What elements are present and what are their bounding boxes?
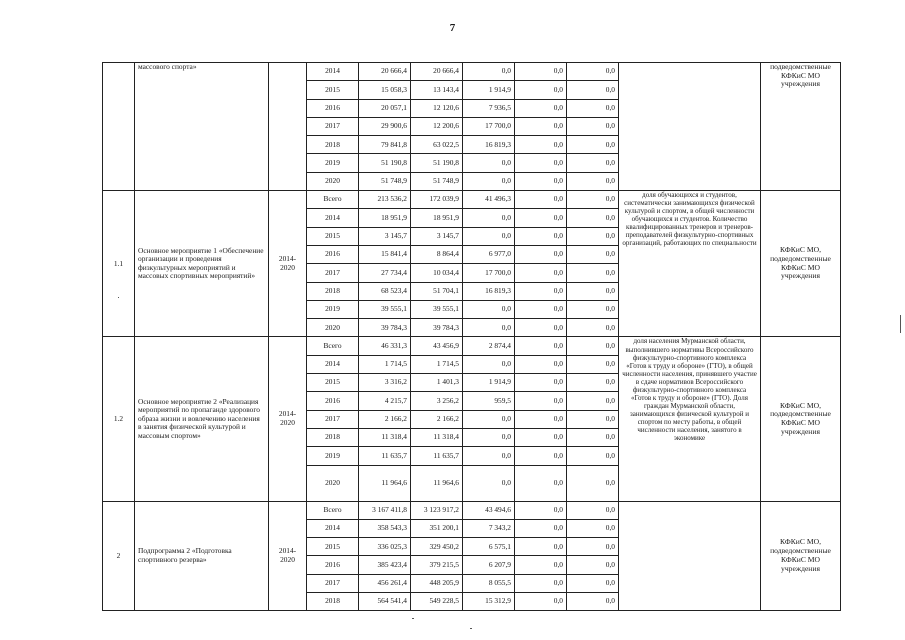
year-cell: 2014 xyxy=(307,63,359,81)
regional-budget-cell: 172 039,9 xyxy=(411,191,463,209)
year-cell: 2016 xyxy=(307,245,359,263)
indicator-cell: доля населения Мурманской области, выполнившего нормативы Всероссийского физкультурно-спортивного комплекса «Готов к труду и обороне» (ГТО), в общей численности населения, принявшего участие в сдаче нормативов Всероссийского физкультурно-спортивного комплекса «Готов к труду и обороне» (ГТО). Доля граждан Мурманской области, занимающихся физической культурой и спортом по месту работы, в общей численности населения, занятого в экономике xyxy=(619,337,761,501)
federal-budget-cell: 0,0 xyxy=(463,300,515,318)
other-sources-cell: 0,0 xyxy=(567,337,619,355)
local-budget-cell: 0,0 xyxy=(515,300,567,318)
period-cell xyxy=(269,63,307,191)
total-cell: 15 841,4 xyxy=(359,245,411,263)
federal-budget-cell: 0,0 xyxy=(463,319,515,337)
funding-table xyxy=(102,62,841,611)
local-budget-cell: 0,0 xyxy=(515,99,567,117)
total-cell: 20 666,4 xyxy=(359,63,411,81)
federal-budget-cell: 1 914,9 xyxy=(463,81,515,99)
local-budget-cell: 0,0 xyxy=(515,63,567,81)
federal-budget-cell: 1 914,9 xyxy=(463,374,515,392)
federal-budget-cell: 16 819,3 xyxy=(463,136,515,154)
year-cell: 2016 xyxy=(307,392,359,410)
federal-budget-cell: 17 700,0 xyxy=(463,264,515,282)
regional-budget-cell: 1 401,3 xyxy=(411,374,463,392)
year-cell: 2016 xyxy=(307,99,359,117)
federal-budget-cell: 41 496,3 xyxy=(463,191,515,209)
federal-budget-cell: 959,5 xyxy=(463,392,515,410)
federal-budget-cell: 6 207,9 xyxy=(463,556,515,574)
regional-budget-cell: 448 205,9 xyxy=(411,574,463,592)
table-row xyxy=(103,191,841,209)
local-budget-cell: 0,0 xyxy=(515,154,567,172)
other-sources-cell: 0,0 xyxy=(567,428,619,446)
year-cell: 2018 xyxy=(307,593,359,611)
federal-budget-cell: 0,0 xyxy=(463,447,515,465)
local-budget-cell: 0,0 xyxy=(515,264,567,282)
total-cell: 29 900,6 xyxy=(359,117,411,135)
other-sources-cell: 0,0 xyxy=(567,264,619,282)
year-cell: 2019 xyxy=(307,447,359,465)
other-sources-cell: 0,0 xyxy=(567,355,619,373)
regional-budget-cell: 12 120,6 xyxy=(411,99,463,117)
other-sources-cell: 0,0 xyxy=(567,245,619,263)
regional-budget-cell: 3 145,7 xyxy=(411,227,463,245)
federal-budget-cell: 17 700,0 xyxy=(463,117,515,135)
federal-budget-cell: 0,0 xyxy=(463,428,515,446)
measure-name-cell: Основное мероприятие 1 «Обеспечение организации и проведения физкультурных мероприятий и массовых спортивных мероприятий» xyxy=(135,191,269,337)
total-cell: 27 734,4 xyxy=(359,264,411,282)
federal-budget-cell: 0,0 xyxy=(463,410,515,428)
table-row xyxy=(103,63,841,81)
other-sources-cell: 0,0 xyxy=(567,191,619,209)
regional-budget-cell: 43 456,9 xyxy=(411,337,463,355)
local-budget-cell: 0,0 xyxy=(515,538,567,556)
other-sources-cell: 0,0 xyxy=(567,117,619,135)
other-sources-cell: 0,0 xyxy=(567,319,619,337)
regional-budget-cell: 12 200,6 xyxy=(411,117,463,135)
local-budget-cell: 0,0 xyxy=(515,392,567,410)
total-cell: 3 145,7 xyxy=(359,227,411,245)
total-cell: 11 964,6 xyxy=(359,465,411,501)
local-budget-cell: 0,0 xyxy=(515,209,567,227)
local-budget-cell: 0,0 xyxy=(515,447,567,465)
regional-budget-cell: 11 964,6 xyxy=(411,465,463,501)
funding-table-body xyxy=(103,63,841,611)
year-cell: 2018 xyxy=(307,282,359,300)
regional-budget-cell: 20 666,4 xyxy=(411,63,463,81)
regional-budget-cell: 51 704,1 xyxy=(411,282,463,300)
total-cell: 3 316,2 xyxy=(359,374,411,392)
total-cell: 358 543,3 xyxy=(359,519,411,537)
regional-budget-cell: 10 034,4 xyxy=(411,264,463,282)
year-cell: 2015 xyxy=(307,538,359,556)
federal-budget-cell: 0,0 xyxy=(463,209,515,227)
other-sources-cell: 0,0 xyxy=(567,172,619,190)
year-cell: 2017 xyxy=(307,117,359,135)
regional-budget-cell: 11 635,7 xyxy=(411,447,463,465)
regional-budget-cell: 51 748,9 xyxy=(411,172,463,190)
other-sources-cell: 0,0 xyxy=(567,519,619,537)
responsible-cell: КФКиС МО, подведомственные КФКиС МО учреждения xyxy=(761,191,841,337)
regional-budget-cell: 3 256,2 xyxy=(411,392,463,410)
local-budget-cell: 0,0 xyxy=(515,428,567,446)
federal-budget-cell: 15 312,9 xyxy=(463,593,515,611)
local-budget-cell: 0,0 xyxy=(515,282,567,300)
year-cell: 2018 xyxy=(307,136,359,154)
federal-budget-cell: 0,0 xyxy=(463,227,515,245)
local-budget-cell: 0,0 xyxy=(515,227,567,245)
federal-budget-cell: 6 575,1 xyxy=(463,538,515,556)
total-cell: 39 784,3 xyxy=(359,319,411,337)
other-sources-cell: 0,0 xyxy=(567,501,619,519)
other-sources-cell: 0,0 xyxy=(567,81,619,99)
indicator-cell xyxy=(619,501,761,611)
federal-budget-cell: 0,0 xyxy=(463,465,515,501)
total-cell: 336 025,3 xyxy=(359,538,411,556)
period-cell: 2014-2020 xyxy=(269,337,307,501)
regional-budget-cell: 329 450,2 xyxy=(411,538,463,556)
total-cell: 11 318,4 xyxy=(359,428,411,446)
measure-name-cell: Основное мероприятие 2 «Реализация мероприятий по пропаганде здорового образа жизни и вовлечению населения в занятия физической культурой и массовым спортом» xyxy=(135,337,269,501)
total-cell: 79 841,8 xyxy=(359,136,411,154)
total-cell: 18 951,9 xyxy=(359,209,411,227)
total-cell: 11 635,7 xyxy=(359,447,411,465)
local-budget-cell: 0,0 xyxy=(515,355,567,373)
other-sources-cell: 0,0 xyxy=(567,374,619,392)
regional-budget-cell: 11 318,4 xyxy=(411,428,463,446)
indicator-cell: доля обучающихся и студентов, систематически занимающихся физической культурой и спортом, в общей численности обучающихся и студентов. Количество квалифицированных тренеров и тренеров-преподавателей физкультурно-спортивных организаций, работающих по специальности xyxy=(619,191,761,337)
local-budget-cell: 0,0 xyxy=(515,593,567,611)
total-cell: 20 057,1 xyxy=(359,99,411,117)
regional-budget-cell: 351 200,1 xyxy=(411,519,463,537)
year-cell: 2019 xyxy=(307,300,359,318)
regional-budget-cell: 8 864,4 xyxy=(411,245,463,263)
local-budget-cell: 0,0 xyxy=(515,81,567,99)
other-sources-cell: 0,0 xyxy=(567,136,619,154)
page-number: 7 xyxy=(449,22,456,34)
year-cell: 2015 xyxy=(307,374,359,392)
regional-budget-cell: 549 228,5 xyxy=(411,593,463,611)
row-number-cell xyxy=(103,63,135,191)
federal-budget-cell: 0,0 xyxy=(463,154,515,172)
federal-budget-cell: 2 874,4 xyxy=(463,337,515,355)
year-cell: 2020 xyxy=(307,465,359,501)
total-cell: 2 166,2 xyxy=(359,410,411,428)
year-cell: 2018 xyxy=(307,428,359,446)
other-sources-cell: 0,0 xyxy=(567,447,619,465)
total-cell: 385 423,4 xyxy=(359,556,411,574)
scan-artifact xyxy=(900,315,901,333)
total-cell: 51 190,8 xyxy=(359,154,411,172)
local-budget-cell: 0,0 xyxy=(515,117,567,135)
total-cell: 456 261,4 xyxy=(359,574,411,592)
other-sources-cell: 0,0 xyxy=(567,392,619,410)
federal-budget-cell: 7 936,5 xyxy=(463,99,515,117)
federal-budget-cell: 6 977,0 xyxy=(463,245,515,263)
federal-budget-cell: 16 819,3 xyxy=(463,282,515,300)
local-budget-cell: 0,0 xyxy=(515,337,567,355)
year-cell: 2020 xyxy=(307,319,359,337)
regional-budget-cell: 13 143,4 xyxy=(411,81,463,99)
total-cell: 15 058,3 xyxy=(359,81,411,99)
row-number-cell: 2 xyxy=(103,501,135,611)
regional-budget-cell: 1 714,5 xyxy=(411,355,463,373)
period-cell: 2014-2020 xyxy=(269,191,307,337)
regional-budget-cell: 18 951,9 xyxy=(411,209,463,227)
year-cell: 2017 xyxy=(307,574,359,592)
total-cell: 4 215,7 xyxy=(359,392,411,410)
other-sources-cell: 0,0 xyxy=(567,99,619,117)
total-cell: 3 167 411,8 xyxy=(359,501,411,519)
regional-budget-cell: 39 555,1 xyxy=(411,300,463,318)
year-cell: 2017 xyxy=(307,410,359,428)
period-cell: 2014-2020 xyxy=(269,501,307,611)
local-budget-cell: 0,0 xyxy=(515,556,567,574)
row-number-cell: 1.1 xyxy=(103,191,135,337)
local-budget-cell: 0,0 xyxy=(515,172,567,190)
local-budget-cell: 0,0 xyxy=(515,465,567,501)
other-sources-cell: 0,0 xyxy=(567,538,619,556)
other-sources-cell: 0,0 xyxy=(567,154,619,172)
local-budget-cell: 0,0 xyxy=(515,136,567,154)
regional-budget-cell: 51 190,8 xyxy=(411,154,463,172)
year-cell: 2019 xyxy=(307,154,359,172)
total-cell: 564 541,4 xyxy=(359,593,411,611)
year-cell: Всего xyxy=(307,191,359,209)
scan-artifact xyxy=(118,297,119,298)
local-budget-cell: 0,0 xyxy=(515,319,567,337)
federal-budget-cell: 43 494,6 xyxy=(463,501,515,519)
responsible-cell: КФКиС МО, подведомственные КФКиС МО учреждения xyxy=(761,501,841,611)
regional-budget-cell: 379 215,5 xyxy=(411,556,463,574)
local-budget-cell: 0,0 xyxy=(515,191,567,209)
other-sources-cell: 0,0 xyxy=(567,593,619,611)
federal-budget-cell: 0,0 xyxy=(463,172,515,190)
indicator-cell xyxy=(619,63,761,191)
responsible-cell: подведомственные КФКиС МО учреждения xyxy=(761,63,841,191)
responsible-cell: КФКиС МО, подведомственные КФКиС МО учреждения xyxy=(761,337,841,501)
regional-budget-cell: 3 123 917,2 xyxy=(411,501,463,519)
table-row xyxy=(103,501,841,519)
year-cell: Всего xyxy=(307,501,359,519)
table-row xyxy=(103,337,841,355)
local-budget-cell: 0,0 xyxy=(515,519,567,537)
regional-budget-cell: 63 022,5 xyxy=(411,136,463,154)
local-budget-cell: 0,0 xyxy=(515,410,567,428)
total-cell: 213 536,2 xyxy=(359,191,411,209)
year-cell: 2020 xyxy=(307,172,359,190)
total-cell: 46 331,3 xyxy=(359,337,411,355)
measure-name-cell: Подпрограмма 2 «Подготовка спортивного резерва» xyxy=(135,501,269,611)
regional-budget-cell: 2 166,2 xyxy=(411,410,463,428)
year-cell: 2014 xyxy=(307,209,359,227)
other-sources-cell: 0,0 xyxy=(567,63,619,81)
local-budget-cell: 0,0 xyxy=(515,574,567,592)
local-budget-cell: 0,0 xyxy=(515,374,567,392)
total-cell: 68 523,4 xyxy=(359,282,411,300)
year-cell: 2014 xyxy=(307,355,359,373)
other-sources-cell: 0,0 xyxy=(567,574,619,592)
year-cell: 2017 xyxy=(307,264,359,282)
other-sources-cell: 0,0 xyxy=(567,410,619,428)
other-sources-cell: 0,0 xyxy=(567,300,619,318)
scan-artifact xyxy=(470,628,472,629)
other-sources-cell: 0,0 xyxy=(567,209,619,227)
year-cell: 2015 xyxy=(307,227,359,245)
year-cell: Всего xyxy=(307,337,359,355)
local-budget-cell: 0,0 xyxy=(515,501,567,519)
year-cell: 2015 xyxy=(307,81,359,99)
other-sources-cell: 0,0 xyxy=(567,227,619,245)
year-cell: 2014 xyxy=(307,519,359,537)
total-cell: 1 714,5 xyxy=(359,355,411,373)
scan-artifact xyxy=(412,618,414,619)
federal-budget-cell: 7 343,2 xyxy=(463,519,515,537)
federal-budget-cell: 8 055,5 xyxy=(463,574,515,592)
total-cell: 51 748,9 xyxy=(359,172,411,190)
local-budget-cell: 0,0 xyxy=(515,245,567,263)
federal-budget-cell: 0,0 xyxy=(463,63,515,81)
year-cell: 2016 xyxy=(307,556,359,574)
measure-name-cell: массового спорта» xyxy=(135,63,269,191)
other-sources-cell: 0,0 xyxy=(567,282,619,300)
other-sources-cell: 0,0 xyxy=(567,556,619,574)
other-sources-cell: 0,0 xyxy=(567,465,619,501)
regional-budget-cell: 39 784,3 xyxy=(411,319,463,337)
federal-budget-cell: 0,0 xyxy=(463,355,515,373)
row-number-cell: 1.2 xyxy=(103,337,135,501)
total-cell: 39 555,1 xyxy=(359,300,411,318)
